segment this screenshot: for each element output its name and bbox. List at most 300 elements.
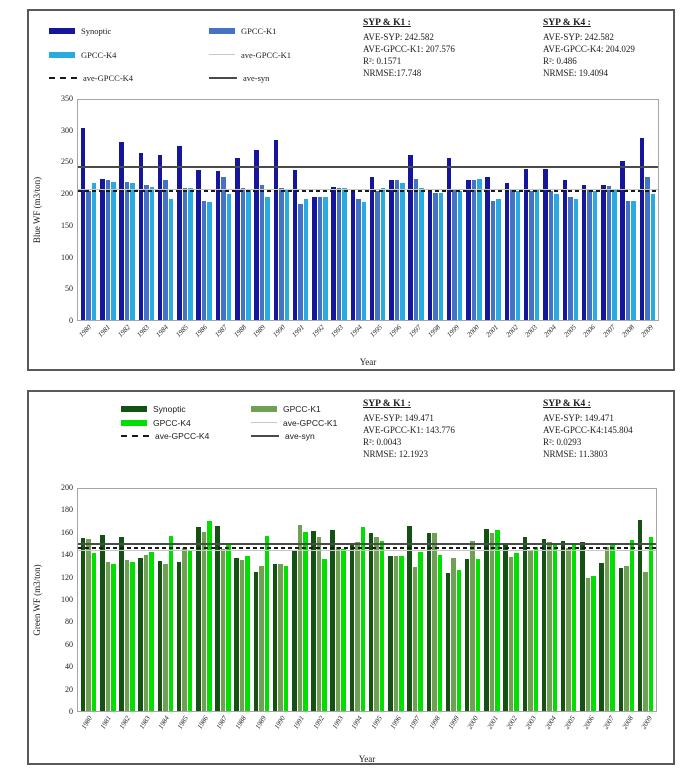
bar-synoptic-2005 (563, 180, 568, 320)
y-tick-label: 0 (69, 707, 73, 716)
bar-gpcc-k1-1983 (144, 185, 149, 320)
x-tick-2005 (562, 321, 581, 359)
legend-item-GPCC-K1 (209, 27, 379, 36)
bar-synoptic-1999 (446, 573, 451, 711)
bar-gpcc-k1-2007 (605, 547, 610, 711)
bar-gpcc-k4-1984 (169, 536, 174, 711)
bar-group-1991 (291, 100, 310, 320)
solid-swatch (251, 435, 279, 437)
bar-synoptic-1987 (216, 171, 221, 320)
legend-label: Synoptic (153, 404, 186, 414)
bar-gpcc-k1-1984 (163, 564, 168, 711)
bar-synoptic-1988 (234, 558, 239, 711)
bar-gpcc-k1-1994 (355, 542, 360, 711)
legend-item-GPCC-K4 (121, 419, 251, 428)
bar-group-2004 (540, 489, 559, 711)
bar-group-1984 (156, 489, 175, 711)
bar-gpcc-k4-2008 (631, 201, 636, 320)
stats-title: SYP & K4 : (543, 399, 591, 409)
bar-gpcc-k1-2009 (643, 572, 648, 711)
bar-synoptic-1992 (312, 197, 317, 320)
green-chart-plot-area (32, 483, 657, 764)
bar-synoptic-2006 (582, 185, 587, 320)
bar-gpcc-k1-1992 (318, 197, 323, 320)
x-tick-2008 (620, 321, 639, 359)
x-tick-label: 1997 (406, 323, 423, 339)
x-tick-label: 1995 (368, 323, 384, 339)
bar-gpcc-k4-2005 (574, 199, 579, 320)
ave-GPCC-K4-line (78, 190, 658, 192)
bar-gpcc-k4-2007 (610, 545, 615, 712)
bar-synoptic-1988 (235, 158, 240, 320)
bar-gpcc-k1-1985 (183, 188, 188, 320)
bar-group-1994 (348, 489, 367, 711)
bar-group-2001 (484, 100, 503, 320)
x-tick-1997 (407, 321, 426, 359)
bar-group-1996 (387, 100, 406, 320)
bar-gpcc-k1-2002 (509, 557, 514, 711)
stats-box (543, 17, 695, 79)
x-tick-label: 1980 (79, 714, 94, 731)
stats-line: R²: 0.1571 (363, 56, 402, 67)
stats-box (363, 17, 515, 79)
stats-line: NRMSE:17.748 (363, 68, 422, 79)
bar-synoptic-2007 (599, 563, 604, 711)
y-tick-label: 60 (65, 639, 73, 649)
x-tick-label: 2004 (543, 714, 558, 731)
x-tick-2005 (560, 712, 579, 750)
bar-synoptic-1987 (215, 526, 220, 711)
bar-gpcc-k4-1996 (399, 556, 404, 711)
x-tick-label: 1988 (232, 323, 248, 339)
bar-gpcc-k1-1981 (106, 562, 111, 711)
bar-synoptic-1983 (139, 153, 144, 320)
bar-synoptic-1985 (177, 146, 182, 320)
x-tick-label: 2007 (601, 323, 617, 339)
x-axis-ticks (77, 712, 657, 750)
bar-gpcc-k4-1987 (226, 545, 231, 712)
bar-gpcc-k1-2005 (566, 548, 571, 711)
stats-line: AVE-GPCC-K1: 207.576 (363, 43, 455, 54)
bar-gpcc-k4-2001 (496, 199, 501, 320)
bar-synoptic-1986 (196, 170, 201, 320)
bar-gpcc-k4-1981 (111, 182, 116, 320)
bar-gpcc-k4-2003 (535, 190, 540, 320)
bar-gpcc-k1-1994 (356, 199, 361, 320)
x-tick-1997 (406, 712, 425, 750)
bar-gpcc-k1-2006 (587, 189, 592, 320)
bar-gpcc-k4-1985 (188, 550, 193, 711)
bar-gpcc-k1-1991 (298, 525, 303, 711)
legend-label: ave-GPCC-K1 (241, 49, 292, 60)
bar-group-2009 (636, 489, 655, 711)
legend-item-ave-GPCC-K4 (121, 432, 251, 441)
x-tick-label: 2009 (639, 323, 656, 339)
legend-item-ave-GPCC-K4 (49, 74, 209, 83)
bar-gpcc-k1-2009 (645, 177, 650, 320)
y-tick-label: 20 (65, 684, 73, 694)
bar-swatch (209, 28, 235, 34)
x-tick-1998 (425, 712, 444, 750)
y-tick-label: 300 (61, 125, 73, 135)
bar-gpcc-k4-1986 (207, 202, 212, 320)
bar-gpcc-k4-1988 (246, 189, 251, 320)
y-axis-title: Green WF (m3/ton) (32, 564, 42, 636)
x-tick-label: 2009 (639, 714, 655, 731)
bar-synoptic-1992 (311, 531, 316, 711)
x-tick-label: 1989 (251, 323, 268, 339)
x-tick-label: 2008 (620, 323, 637, 339)
x-tick-2001 (483, 712, 502, 750)
bar-gpcc-k4-1999 (457, 570, 462, 711)
legend-item-GPCC-K4 (49, 51, 209, 60)
bar-gpcc-k1-2003 (528, 550, 533, 711)
blue-chart-plot (77, 99, 659, 321)
bar-gpcc-k1-1996 (395, 180, 400, 320)
ave-GPCC-K4-line (78, 547, 656, 549)
bar-gpcc-k1-1997 (414, 179, 419, 320)
bar-group-2003 (522, 100, 541, 320)
bar-group-2000 (464, 100, 483, 320)
legend-item-Synoptic (121, 405, 251, 414)
bar-gpcc-k1-1980 (86, 191, 91, 320)
bar-gpcc-k1-2004 (547, 542, 552, 711)
bar-gpcc-k4-1999 (458, 191, 463, 320)
bar-gpcc-k4-1992 (322, 559, 327, 711)
bar-gpcc-k1-2000 (472, 180, 477, 320)
bar-group-2009 (638, 100, 657, 320)
bar-group-1983 (137, 100, 156, 320)
bar-swatch (121, 406, 147, 412)
thin-swatch (251, 422, 277, 423)
x-tick-1990 (270, 712, 289, 750)
bar-swatch (49, 52, 75, 58)
bar-group-2008 (618, 100, 637, 320)
bar-group-1998 (426, 100, 445, 320)
x-tick-label: 2006 (581, 714, 597, 731)
x-tick-label: 1997 (407, 714, 423, 731)
x-tick-1996 (386, 712, 405, 750)
x-tick-label: 2000 (465, 714, 481, 731)
x-tick-label: 1996 (387, 323, 404, 339)
bar-synoptic-1990 (273, 564, 278, 711)
bar-group-1996 (386, 489, 405, 711)
x-tick-label: 1982 (115, 323, 132, 339)
y-tick-label: 160 (61, 527, 73, 537)
dashed-swatch (49, 77, 77, 79)
bar-gpcc-k4-2000 (477, 179, 482, 320)
bar-group-2006 (580, 100, 599, 320)
bar-group-1986 (194, 489, 213, 711)
stats-line: AVE-GPCC-K4:145.804 (543, 424, 633, 435)
stats-line: AVE-GPCC-K1: 143.776 (363, 424, 455, 435)
stats-line: AVE-SYP: 149.471 (543, 412, 614, 423)
x-tick-2006 (582, 321, 601, 359)
bar-synoptic-1995 (370, 177, 375, 320)
bar-gpcc-k4-1995 (380, 541, 385, 711)
x-tick-2006 (580, 712, 599, 750)
x-tick-1987 (212, 712, 231, 750)
ave-syn-line (78, 543, 656, 545)
bar-swatch (121, 420, 147, 426)
bar-group-1984 (156, 100, 175, 320)
bar-synoptic-1999 (447, 158, 452, 320)
bar-synoptic-1981 (100, 535, 105, 711)
x-tick-1989 (251, 712, 270, 750)
stats-box (543, 398, 695, 460)
bar-group-2002 (501, 489, 520, 711)
bar-synoptic-1989 (254, 572, 259, 711)
x-tick-label: 2000 (465, 323, 481, 339)
bar-gpcc-k1-2006 (586, 578, 591, 711)
legend-label: ave-GPCC-K1 (283, 417, 338, 428)
x-tick-1993 (328, 712, 347, 750)
x-tick-1994 (349, 321, 368, 359)
stats-line: NRMSE: 11.3803 (543, 449, 608, 460)
x-tick-label: 1998 (427, 714, 442, 731)
y-axis-ticks (47, 94, 73, 325)
bar-gpcc-k4-1981 (111, 564, 116, 711)
y-tick-label: 200 (61, 189, 73, 199)
x-tick-2002 (502, 712, 521, 750)
x-tick-1999 (446, 321, 465, 359)
bar-gpcc-k4-1984 (169, 199, 174, 320)
y-tick-label: 180 (61, 505, 73, 515)
x-tick-label: 1990 (272, 714, 287, 731)
legend-label: ave-syn (243, 73, 270, 83)
bar-group-2005 (561, 100, 580, 320)
y-tick-label: 0 (69, 316, 73, 325)
bar-group-1992 (309, 489, 328, 711)
x-tick-2002 (504, 321, 523, 359)
bar-group-1985 (175, 100, 194, 320)
x-tick-1994 (348, 712, 367, 750)
x-axis-ticks (77, 321, 659, 359)
bar-gpcc-k4-2008 (630, 540, 635, 711)
blue-wf-chart-panel (27, 9, 675, 371)
bar-group-1997 (407, 100, 426, 320)
y-tick-label: 200 (61, 483, 73, 492)
bar-group-1982 (118, 100, 137, 320)
bar-group-2002 (503, 100, 522, 320)
legend-label: ave-syn (285, 431, 315, 441)
x-tick-label: 1999 (446, 714, 461, 731)
bar-synoptic-1997 (408, 155, 413, 320)
x-tick-label: 1985 (176, 714, 191, 731)
stats-line: AVE-SYP: 242.582 (543, 31, 614, 42)
bar-group-2004 (541, 100, 560, 320)
x-tick-label: 2001 (485, 714, 500, 731)
x-tick-1987 (213, 321, 232, 359)
bar-gpcc-k4-2009 (649, 537, 654, 711)
bar-gpcc-k4-2001 (495, 530, 500, 711)
x-tick-2004 (543, 321, 562, 359)
bar-synoptic-2001 (485, 177, 490, 320)
blue-chart-legend (49, 27, 379, 83)
bar-gpcc-k1-1991 (298, 204, 303, 320)
bar-group-1989 (252, 489, 271, 711)
green-chart-plot (77, 488, 657, 712)
x-tick-1985 (174, 712, 193, 750)
ave-GPCC-K1-line (78, 550, 656, 551)
x-tick-label: 2007 (601, 714, 616, 731)
stats-title: SYP & K4 : (543, 18, 591, 28)
bar-gpcc-k1-1990 (279, 188, 284, 320)
x-tick-label: 1981 (98, 714, 113, 731)
bar-synoptic-1994 (350, 545, 355, 712)
bar-group-1988 (233, 489, 252, 711)
x-tick-label: 1986 (195, 714, 210, 731)
bar-group-1987 (214, 100, 233, 320)
bar-gpcc-k1-1999 (451, 558, 456, 711)
legend-item-Synoptic (49, 27, 209, 36)
bar-gpcc-k1-1988 (241, 188, 246, 320)
legend-label: GPCC-K1 (241, 26, 277, 36)
x-tick-2009 (640, 321, 659, 359)
x-tick-label: 1991 (290, 323, 307, 339)
bar-gpcc-k1-1987 (221, 177, 226, 320)
bar-synoptic-2008 (619, 568, 624, 711)
bar-group-2000 (463, 489, 482, 711)
x-tick-label: 1996 (388, 714, 403, 731)
bar-gpcc-k4-1998 (439, 193, 444, 320)
bar-synoptic-1985 (177, 562, 182, 711)
x-tick-label: 1984 (154, 323, 171, 339)
stats-title: SYP & K1 : (363, 18, 411, 28)
bar-synoptic-1980 (81, 538, 86, 711)
dashed-swatch (121, 435, 149, 437)
bar-gpcc-k4-1991 (303, 532, 308, 711)
bar-synoptic-2000 (466, 180, 471, 320)
bar-gpcc-k4-1982 (130, 562, 135, 711)
bar-gpcc-k1-2008 (624, 566, 629, 711)
bar-synoptic-2000 (465, 559, 470, 711)
bar-synoptic-1989 (254, 150, 259, 320)
bar-synoptic-2002 (503, 545, 508, 712)
bar-synoptic-1984 (158, 155, 163, 320)
x-tick-label: 1992 (311, 714, 326, 731)
bar-gpcc-k1-2007 (607, 186, 612, 320)
bar-synoptic-2003 (524, 169, 529, 320)
bar-group-1994 (349, 100, 368, 320)
bar-gpcc-k1-2008 (626, 201, 631, 320)
y-tick-label: 140 (61, 550, 73, 560)
bar-group-1993 (329, 489, 348, 711)
bar-synoptic-2004 (543, 169, 548, 320)
x-tick-1995 (368, 321, 387, 359)
bar-synoptic-2001 (484, 529, 489, 711)
x-tick-2009 (638, 712, 657, 750)
bar-group-1981 (98, 489, 117, 711)
bar-synoptic-1998 (427, 533, 432, 711)
stats-line: R²: 0.486 (543, 56, 577, 67)
bar-group-1995 (367, 489, 386, 711)
x-tick-label: 1987 (214, 714, 229, 731)
bar-synoptic-2006 (580, 542, 585, 711)
x-tick-1984 (154, 712, 173, 750)
x-tick-1992 (309, 712, 328, 750)
bar-gpcc-k1-1985 (182, 548, 187, 711)
x-tick-1996 (388, 321, 407, 359)
x-tick-2007 (599, 712, 618, 750)
bar-gpcc-k4-2005 (572, 545, 577, 712)
x-tick-label: 1982 (118, 714, 133, 731)
y-tick-label: 40 (65, 662, 73, 672)
bar-group-2007 (597, 489, 616, 711)
stats-line: AVE-SYP: 149.471 (363, 412, 434, 423)
bar-gpcc-k1-1986 (202, 201, 207, 320)
bar-group-1999 (445, 100, 464, 320)
bar-gpcc-k1-1993 (336, 547, 341, 711)
x-tick-label: 1993 (330, 714, 345, 731)
bar-synoptic-1998 (428, 191, 433, 320)
bar-gpcc-k4-1985 (188, 188, 193, 320)
legend-label: ave-GPCC-K4 (155, 431, 210, 441)
bar-synoptic-1991 (293, 170, 298, 320)
bar-group-1983 (137, 489, 156, 711)
x-tick-label: 1999 (445, 323, 462, 339)
x-tick-1980 (77, 321, 96, 359)
x-tick-1988 (232, 712, 251, 750)
x-tick-label: 2002 (504, 714, 519, 731)
bar-group-1987 (213, 489, 232, 711)
bar-group-2008 (617, 489, 636, 711)
blue-chart-stats (363, 17, 695, 79)
ave-syn-line (78, 166, 658, 168)
bar-gpcc-k4-2002 (516, 191, 521, 320)
bar-gpcc-k4-1992 (323, 197, 328, 320)
x-tick-1999 (444, 712, 463, 750)
bar-gpcc-k1-1986 (202, 532, 207, 711)
bar-gpcc-k1-1982 (125, 560, 130, 711)
bar-synoptic-1993 (331, 187, 336, 320)
bar-gpcc-k1-1995 (374, 537, 379, 711)
bar-swatch (251, 406, 277, 412)
bar-synoptic-2003 (523, 537, 528, 711)
x-tick-1989 (252, 321, 271, 359)
legend-label: GPCC-K4 (153, 417, 191, 428)
legend-label: GPCC-K1 (283, 404, 321, 414)
x-tick-label: 1990 (271, 323, 287, 339)
bar-gpcc-k4-1996 (400, 183, 405, 320)
thin-swatch (209, 54, 235, 55)
legend-item-ave-syn (209, 74, 379, 83)
bar-group-1999 (444, 489, 463, 711)
bar-gpcc-k4-2000 (476, 559, 481, 711)
bar-gpcc-k1-2000 (470, 541, 475, 711)
x-tick-1985 (174, 321, 193, 359)
x-tick-label: 2004 (542, 323, 559, 339)
bar-synoptic-1996 (389, 180, 394, 320)
bar-gpcc-k4-2003 (534, 547, 539, 711)
x-tick-1991 (290, 321, 309, 359)
x-tick-label: 1994 (349, 714, 365, 731)
x-tick-1982 (116, 321, 135, 359)
bar-gpcc-k4-1994 (362, 202, 367, 320)
bar-group-1993 (329, 100, 348, 320)
bar-synoptic-2007 (601, 185, 606, 320)
bar-gpcc-k1-1983 (144, 555, 149, 712)
x-tick-label: 2008 (620, 714, 635, 731)
x-tick-2007 (601, 321, 620, 359)
stats-line: NRMSE: 12.1923 (363, 449, 429, 460)
y-tick-label: 100 (61, 252, 73, 262)
y-tick-label: 100 (61, 595, 73, 604)
x-tick-label: 1998 (426, 323, 442, 339)
bar-gpcc-k1-2005 (568, 197, 573, 320)
bar-gpcc-k4-1995 (381, 188, 386, 320)
bar-group-2007 (599, 100, 618, 320)
